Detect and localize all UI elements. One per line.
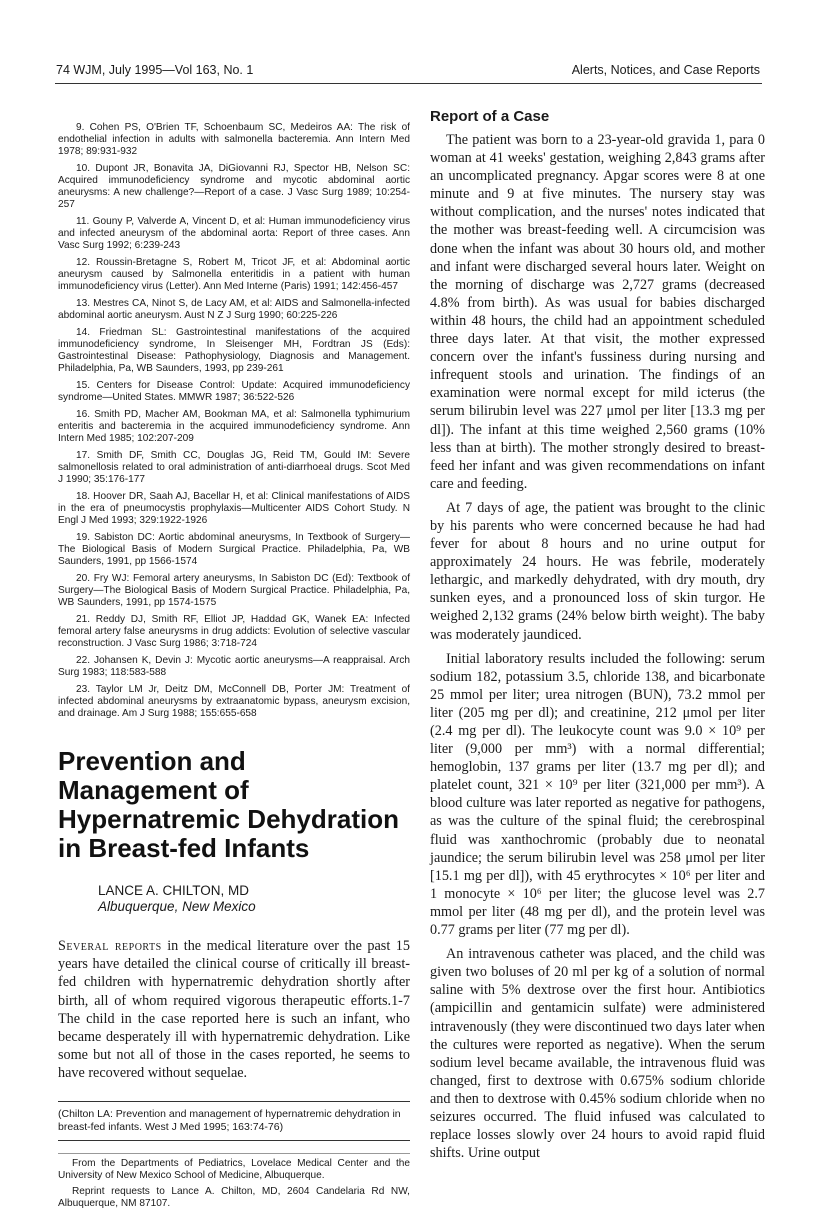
footnote-reprint: Reprint requests to Lance A. Chilton, MD, 2604 Candelaria Rd NW, Albuquerque, NM 87107. [58, 1185, 410, 1209]
reference-list [58, 122, 410, 720]
reference-item: 19. Sabiston DC: Aortic abdominal aneurysms, In Textbook of Surgery—The Biological Basis of Modern Surgical Practice. Philadelphia, Pa, WB Saunders, 1991, pp 1566-1574 [58, 532, 410, 567]
running-header-left: 74 WJM, July 1995—Vol 163, No. 1 [56, 63, 254, 77]
abstract-text: in the medical literature over the past 15 years have detailed the clinical course of critically ill breast-fed children with hypernatremic dehydration shortly after birth, all of whom required vigorous therapeutic efforts.1-7 The child in the case reported here is such an infant, who became desperately ill with hypernatremic dehydration. Like some but not all of those in the cases reported, he seems to have recovered without sequelae. [58, 938, 410, 1082]
body-paragraph: At 7 days of age, the patient was brought to the clinic by his parents who were concerned because he had had fever for about 8 hours and no urine output for approximately 24 hours. He was febrile, moderately lethargic, and markedly dehydrated, with dry mouth, dry sunken eyes, and a pronounced loss of skin turgor. He weighed 2,132 grams (24% below birth weight). The baby was moderately jaundiced. [430, 499, 765, 643]
footnotes [58, 1153, 410, 1210]
reference-item: 15. Centers for Disease Control: Update: Acquired immunodeficiency syndrome—United States. MMWR 1987; 36:522-526 [58, 380, 410, 403]
header-rule [55, 83, 762, 84]
reference-item: 17. Smith DF, Smith CC, Douglas JG, Reid TM, Gould IM: Severe salmonellosis related to oral administration of anti-diarrhoeal drugs. Scot Med J 1990; 35:176-177 [58, 450, 410, 485]
reference-item: 14. Friedman SL: Gastrointestinal manifestations of the acquired immunodeficiency syndrome, In Sleisenger MH, Fordtran JS (Eds): Gastrointestinal Disease: Pathophysiology, Diagnosis and Management. Philadelphia, Pa, WB Saunders, 1993, pp 239-261 [58, 327, 410, 374]
author-location: Albuquerque, New Mexico [98, 899, 256, 914]
right-column [430, 108, 765, 1168]
footnote-affiliation: From the Departments of Pediatrics, Lovelace Medical Center and the University of New Mexico School of Medicine, Albuquerque. [58, 1157, 410, 1181]
running-header-right: Alerts, Notices, and Case Reports [571, 63, 760, 77]
reference-item: 18. Hoover DR, Saah AJ, Bacellar H, et al: Clinical manifestations of AIDS in the era of pneumocystis prophylaxis—Multicenter AIDS Cohort Study. N Engl J Med 1993; 329:1922-1926 [58, 491, 410, 526]
reference-item: 20. Fry WJ: Femoral artery aneurysms, In Sabiston DC (Ed): Textbook of Surgery—The Biological Basis of Modern Surgical Practice. Philadelphia, Pa, WB Saunders, 1991, pp 1574-1575 [58, 573, 410, 608]
abstract-lead: Several reports [58, 938, 162, 954]
reference-item: 22. Johansen K, Devin J: Mycotic aortic aneurysms—A reappraisal. Arch Surg 1983; 118:583-588 [58, 655, 410, 678]
reference-item: 16. Smith PD, Macher AM, Bookman MA, et al: Salmonella typhimurium enteritis and bacteremia in the acquired immunodeficiency syndrome. Ann Intern Med 1985; 102:207-209 [58, 409, 410, 444]
left-column [58, 122, 410, 1214]
reference-item: 10. Dupont JR, Bonavita JA, DiGiovanni RJ, Spector HB, Nelson SC: Acquired immunodeficiency syndrome and mycotic abdominal aortic aneurysms: A new challenge?—Report of a case. J Vasc Surg 1989; 10:254-257 [58, 163, 410, 210]
reference-item: 12. Roussin-Bretagne S, Robert M, Tricot JF, et al: Abdominal aortic aneurysm caused by Salmonella enteritidis in a patient with human immunodeficiency virus (Letter). Ann Med Interne (Paris) 1991; 142:456-457 [58, 257, 410, 292]
article-title: Prevention and Management of Hypernatremic Dehydration in Breast-fed Infants [58, 746, 399, 863]
section-heading: Report of a Case [430, 108, 550, 125]
abstract [58, 937, 410, 1083]
body-paragraph: The patient was born to a 23-year-old gravida 1, para 0 woman at 41 weeks' gestation, weighing 2,843 grams after an uncomplicated pregnancy. Apgar scores were 8 at one minute and 9 at five minutes. The nursery stay was without complication, and the nurses' notes indicated that the mother was breast-feeding well. A circumcision was done when the infant was about 30 hours old, and mother and infant were discharged several hours later. Weight on the morning of discharge was 2,727 grams (decreased 4.8% from birth). As was usual for babies discharged within 48 hours, the child had an appointment scheduled three days later. At that visit, the mother expressed concern over the infant's fussiness during nursing and infrequent stools and urination. The findings of an examination were normal except for mild icterus (the serum bilirubin level was 227 μmol per liter [13.3 mg per dl]). The infant at this time weighed 2,560 grams (10% less than at birth). The mother strongly desired to breast-feed her infant and was given recommendations on infant care and feeding. [430, 132, 765, 492]
reference-item: 9. Cohen PS, O'Brien TF, Schoenbaum SC, Medeiros AA: The risk of endothelial infection in adults with salmonella bacteremia. Ann Intern Med 1978; 89:931-932 [58, 122, 410, 157]
body-paragraph: Initial laboratory results included the following: serum sodium 182, potassium 3.5, chloride 138, and bicarbonate 25 mmol per liter; urea nitrogen (BUN), 73.2 mmol per liter (205 mg per dl); and creatinine, 212 μmol per liter (2.4 mg per dl). The leukocyte count was 9.0 × 10⁹ per liter (9,000 per mm³) with a normal differential; hemoglobin, 137 grams per liter (13.7 mg per dl); and platelet count, 321 × 10⁹ per liter (321,000 per mm³). A blood culture was later reported as negative for pathogens, as was the culture of the spinal fluid; the cerebrospinal fluid was xanthochromic (probably due to neonatal jaundice; the serum bilirubin level was 258 μmol per liter [15.1 mg per dl]), with 45 erythrocytes × 10⁶ per liter and 1 monocyte × 10⁶ per liter; the glucose level was 2.7 mmol per liter (48 mg per dl), and the protein level was 0.77 grams per liter (77 mg per dl). [430, 650, 765, 939]
reference-item: 11. Gouny P, Valverde A, Vincent D, et al: Human immunodeficiency virus and infected aneurysm of the abdominal aorta: Report of three cases. Ann Vasc Surg 1992; 6:239-243 [58, 216, 410, 251]
citation-box: (Chilton LA: Prevention and management of hypernatremic dehydration in breast-fed infants. West J Med 1995; 163:74-76) [58, 1101, 410, 1141]
body-paragraph: An intravenous catheter was placed, and the child was given two boluses of 20 ml per kg of a solution of normal saline with 5% dextrose over the first hour. Antibiotics (ampicillin and gentamicin sulfate) were administered intravenously (they were discontinued two days later when the cultures were reported as negative). When the serum sodium level became available, the intravenous fluid was changed, first to dextrose with 0.675% sodium chloride and then to dextrose with 0.45% sodium chloride when no seizures occurred. The fluid infused was calculated to replace losses slowly over 24 hours to avoid rapid fluid shifts. Urine output [430, 946, 765, 1162]
reference-item: 21. Reddy DJ, Smith RF, Elliot JP, Haddad GK, Wanek EA: Infected femoral artery false aneurysms in drug addicts: Evolution of selective vascular reconstruction. J Vasc Surg 1986; 3:718-724 [58, 614, 410, 649]
reference-item: 23. Taylor LM Jr, Deitz DM, McConnell DB, Porter JM: Treatment of infected abdominal aneurysms by extraanatomic bypass, aneurysm excision, and drainage. Am J Surg 1988; 155:655-658 [58, 684, 410, 719]
reference-item: 13. Mestres CA, Ninot S, de Lacy AM, et al: AIDS and Salmonella-infected abdominal aortic aneurysm. Aust N Z J Surg 1990; 60:225-226 [58, 298, 410, 321]
author-name: LANCE A. CHILTON, MD [98, 883, 250, 898]
